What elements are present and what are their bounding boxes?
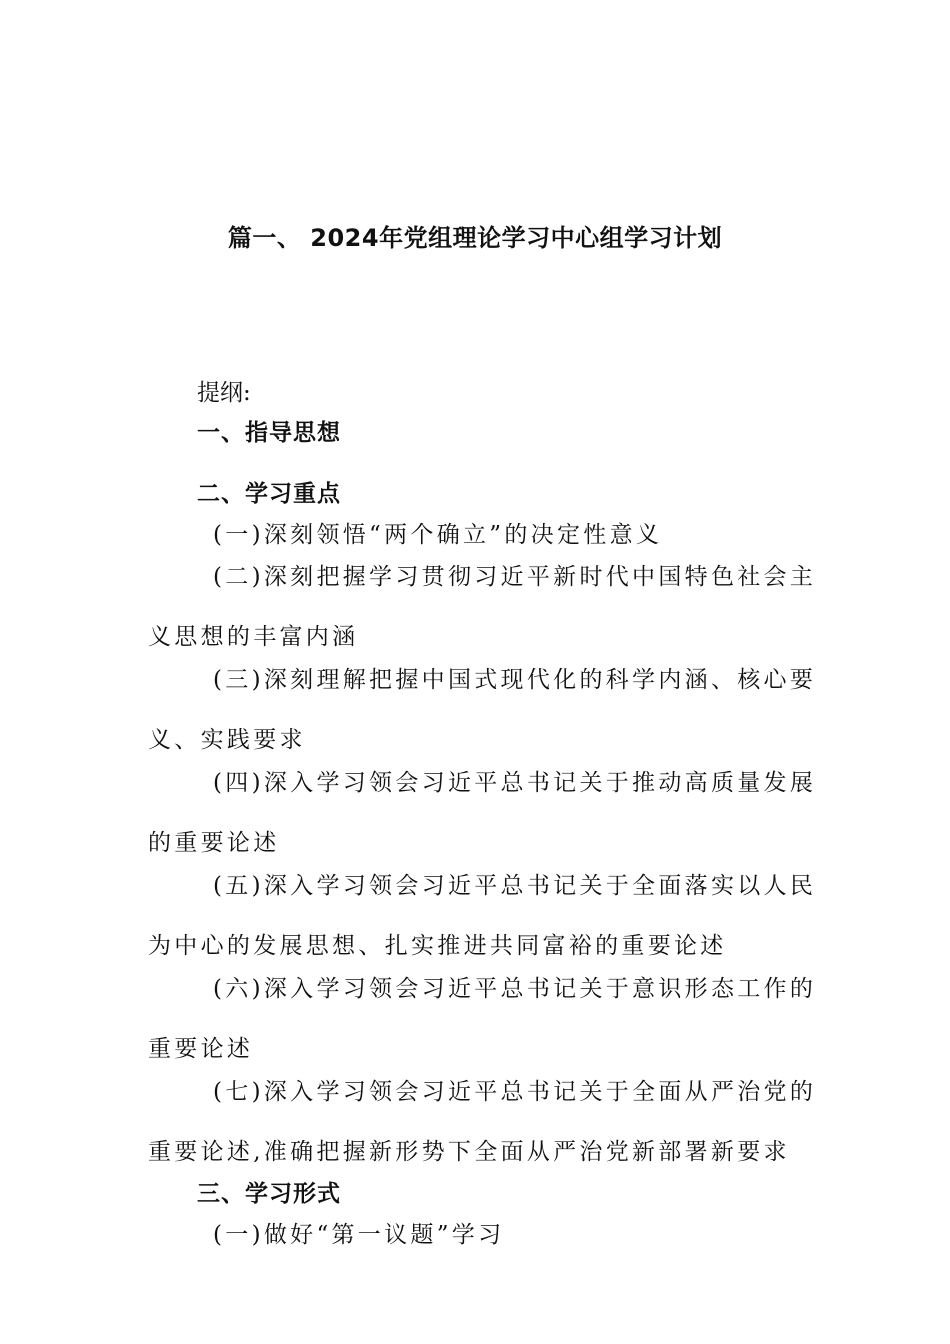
study-item-5-continued: 为中心的发展思想、扎实推进共同富裕的重要论述 [148, 933, 727, 959]
study-item-7-continued: 重要论述,准确把握新形势下全面从严治党新部署新要求 [148, 1139, 790, 1165]
section-heading-2: 二、学习重点 [197, 481, 341, 507]
study-item-6-continued: 重要论述 [148, 1036, 254, 1062]
study-item-2: (二)深刻把握学习贯彻习近平新时代中国特色社会主 [213, 564, 817, 590]
outline-label: 提纲: [197, 380, 251, 406]
document-title: 篇一、 2024年党组理论学习中心组学习计划 [227, 224, 723, 252]
study-item-1: (一)深刻领悟“两个确立”的决定性意义 [213, 522, 663, 548]
study-item-3-continued: 义、实践要求 [148, 727, 306, 753]
study-item-4-continued: 的重要论述 [148, 830, 280, 856]
section-heading-1: 一、指导思想 [197, 420, 341, 446]
study-item-3: (三)深刻理解把握中国式现代化的科学内涵、核心要 [213, 667, 817, 693]
study-item-6: (六)深入学习领会习近平总书记关于意识形态工作的 [213, 976, 817, 1002]
study-item-2-continued: 义思想的丰富内涵 [148, 624, 359, 650]
study-item-7: (七)深入学习领会习近平总书记关于全面从严治党的 [213, 1079, 817, 1105]
study-item-4: (四)深入学习领会习近平总书记关于推动高质量发展 [213, 770, 817, 796]
study-item-5: (五)深入学习领会习近平总书记关于全面落实以人民 [213, 873, 817, 899]
section-heading-3: 三、学习形式 [197, 1181, 341, 1207]
form-item-1: (一)做好“第一议题”学习 [213, 1222, 505, 1248]
